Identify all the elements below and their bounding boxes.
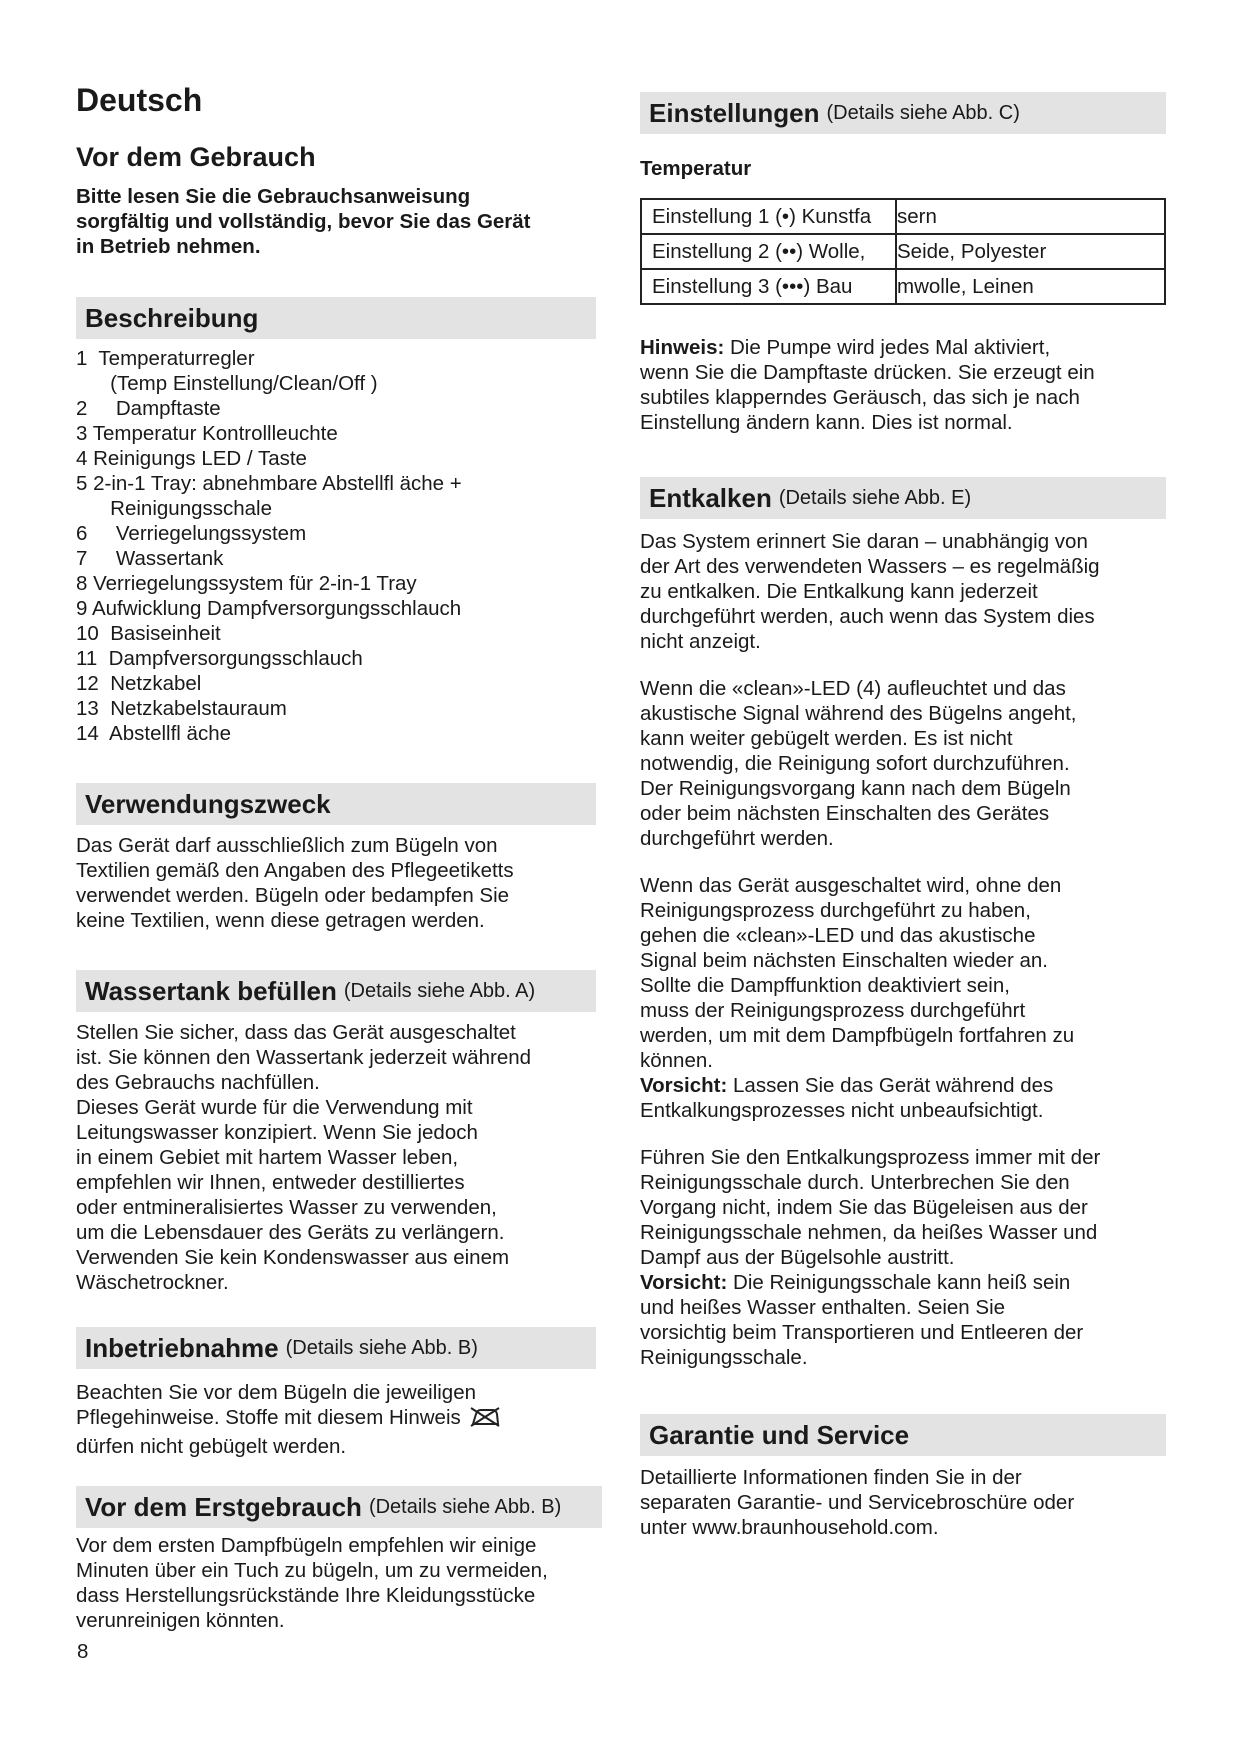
list-item: 3 Temperatur Kontrollleuchte — [76, 422, 338, 445]
list-item: 4 Reinigungs LED / Taste — [76, 447, 307, 470]
entkalken-paragraph-4: Führen Sie den Entkalkungsprozess immer mit der Reinigungsschale durch. Unterbrechen Sie den Vorgang nicht, indem Sie das Bügeleisen aus der Reinigungsschale nehmen, da heißes Wasser und Dampf aus der Bügelsohle austritt. Vorsicht: Die Reinigungsschale kann heiß sein und heißes Wasser enthalten. Seien Sie vorsichtig beim Transportieren und Entleeren der Reinigungsschale. — [640, 1146, 1101, 1369]
hinweis-text: Hinweis: Die Pumpe wird jedes Mal aktiviert, wenn Sie die Dampftaste drücken. Sie erzeugt ein subtiles klapperndes Geräusch, das sich je nach Einstellung ändern kann. Dies ist normal. — [640, 336, 1095, 434]
table-cell: Einstellung 2 (••) Wolle, — [641, 234, 896, 269]
erstgebrauch-text: Vor dem ersten Dampfbügeln empfehlen wir einige Minuten über ein Tuch zu bügeln, um zu vermeiden, dass Herstellungsrückstände Ihre Kleidungsstücke verunreinigen könnten. — [76, 1534, 548, 1632]
list-item: 6 Verriegelungssystem — [76, 522, 307, 545]
list-item: 1 Temperaturregler — [76, 347, 255, 370]
table-cell: Einstellung 1 (•) Kunstfa — [641, 199, 896, 234]
list-item: (Temp Einstellung/Clean/Off ) — [76, 372, 378, 395]
language-title: Deutsch — [76, 82, 203, 118]
wassertank-text: Stellen Sie sicher, dass das Gerät ausgeschaltet ist. Sie können den Wassertank jederzeit während des Gebrauchs nachfüllen. Dieses Gerät wurde für die Verwendung mit Leitungswasser konzipiert. Wenn Sie jedoch in einem Gebiet mit hartem Wasser leben, empfehlen wir Ihnen, entweder destilliertes oder entmineralisiertes Wasser zu verwenden, um die Lebensdauer des Geräts zu verlängern. Verwenden Sie kein Kondenswasser aus einem Wäschetrockner. — [76, 1021, 532, 1294]
section-header-erstgebrauch: Vor dem Erstgebrauch (Details siehe Abb. B) — [76, 1486, 602, 1528]
list-item: 2 Dampftaste — [76, 397, 221, 420]
section-header-inbetriebnahme: Inbetriebnahme (Details siehe Abb. B) — [76, 1327, 596, 1369]
entkalken-paragraph-3: Wenn das Gerät ausgeschaltet wird, ohne den Reinigungsprozess durchgeführt zu haben, gehen die «clean»-LED und das akustische Signal beim nächsten Einschalten wieder an. Sollte die Dampffunktion deaktiviert sein, muss der Reinigungsprozess durchgeführt werden, um mit dem Dampfbügeln fortfahren zu können. Vorsicht: Lassen Sie das Gerät während des Entkalkungsprozesses nicht unbeaufsichtigt. — [640, 874, 1075, 1122]
list-item: 10 Basiseinheit — [76, 622, 221, 645]
inbetriebnahme-text: Beachten Sie vor dem Bügeln die jeweiligen Pflegehinweise. Stoffe mit diesem Hinweis dürfen nicht gebügelt werden. — [76, 1380, 501, 1459]
section-header-beschreibung: Beschreibung — [76, 297, 596, 339]
list-item: 9 Aufwicklung Dampfversorgungsschlauch — [76, 597, 462, 620]
list-item: 7 Wassertank — [76, 547, 224, 570]
entkalken-paragraph-2: Wenn die «clean»-LED (4) aufleuchtet und das akustische Signal während des Bügelns angeht, kann weiter gebügelt werden. Es ist nicht notwendig, die Reinigung sofort durchzuführen. Der Reinigungsvorgang kann nach dem Bügeln oder beim nächsten Einschalten des Gerätes durchgeführt werden. — [640, 677, 1077, 850]
table-cell: mwolle, Leinen — [896, 269, 1165, 304]
section-header-verwendungszweck: Verwendungszweck — [76, 783, 596, 825]
page-number: 8 — [77, 1640, 89, 1663]
section-header-entkalken: Entkalken (Details siehe Abb. E) — [640, 477, 1166, 519]
list-item: 12 Netzkabel — [76, 672, 202, 695]
temperature-label: Temperatur — [640, 157, 752, 180]
table-cell: Einstellung 3 (•••) Bau — [641, 269, 896, 304]
table-cell: Seide, Polyester — [896, 234, 1165, 269]
intro-text: Bitte lesen Sie die Gebrauchsanweisung sorgfältig und vollständig, bevor Sie das Gerät in Betrieb nehmen. — [76, 185, 531, 258]
list-item: 14 Abstellfl äche — [76, 722, 231, 745]
table-row — [641, 234, 1165, 269]
description-list — [76, 346, 462, 746]
list-item: 11 Dampfversorgungsschlauch — [76, 647, 363, 670]
verwendungszweck-text: Das Gerät darf ausschließlich zum Bügeln von Textilien gemäß den Angaben des Pflegeetiketts verwendet werden. Bügeln oder bedampfen Sie keine Textilien, wenn diese getragen werden. — [76, 834, 514, 932]
list-item: Reinigungsschale — [76, 497, 273, 520]
section-header-einstellungen: Einstellungen (Details siehe Abb. C) — [640, 92, 1166, 134]
section-header-wassertank: Wassertank befüllen (Details siehe Abb. A) — [76, 970, 596, 1012]
list-item: 8 Verriegelungssystem für 2-in-1 Tray — [76, 572, 417, 595]
table-row — [641, 199, 1165, 234]
garantie-text: Detaillierte Informationen finden Sie in der separaten Garantie- und Servicebroschüre oder unter www.braunhousehold.com. — [640, 1466, 1075, 1539]
table-row — [641, 269, 1165, 304]
list-item: 5 2-in-1 Tray: abnehmbare Abstellfl äche + — [76, 472, 462, 495]
table-cell: sern — [896, 199, 1165, 234]
list-item: 13 Netzkabelstauraum — [76, 697, 287, 720]
page-title: Vor dem Gebrauch — [76, 142, 316, 172]
entkalken-paragraph-1: Das System erinnert Sie daran – unabhängig von der Art des verwendeten Wassers – es regelmäßig zu entkalken. Die Entkalkung kann jederzeit durchgeführt werden, auch wenn das System dies nicht anzeigt. — [640, 530, 1100, 653]
section-header-garantie: Garantie und Service — [640, 1414, 1166, 1456]
do-not-iron-icon — [469, 1406, 501, 1434]
temperature-table — [640, 198, 1166, 305]
